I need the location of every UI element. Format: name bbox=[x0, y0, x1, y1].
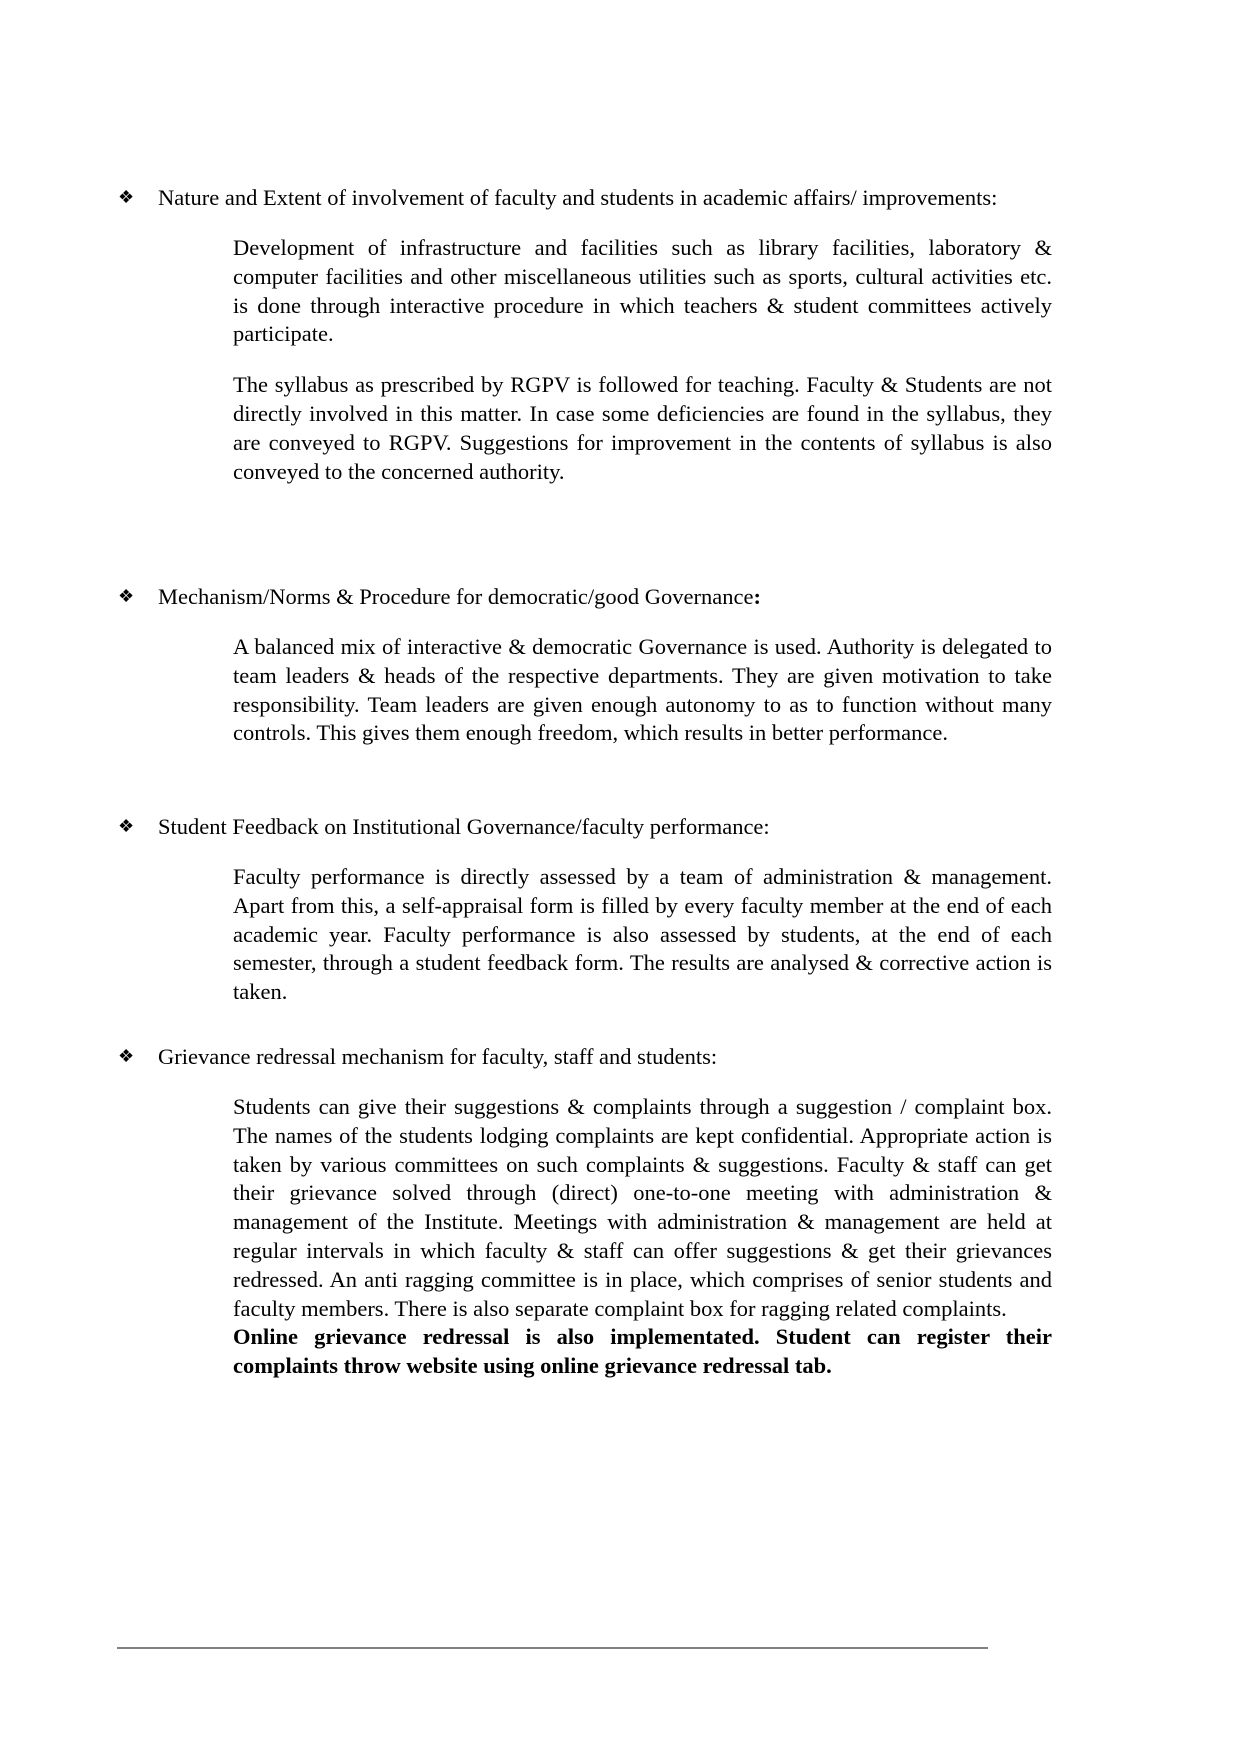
heading-text: Grievance redressal mechanism for faculty, staff and students: bbox=[158, 1044, 718, 1069]
section-student-feedback bbox=[118, 812, 1052, 1007]
diamond-bullet-icon: ❖ bbox=[118, 1046, 135, 1066]
heading-text: Nature and Extent of involvement of faculty and students in academic affairs/ improvements: bbox=[158, 185, 998, 210]
heading-text: Student Feedback on Institutional Governance/faculty performance: bbox=[158, 814, 770, 839]
bold-paragraph: Online grievance redressal is also implementated. Student can register their complaints throw website using online grievance redressal tab. bbox=[233, 1324, 1052, 1379]
diamond-bullet-icon: ❖ bbox=[118, 187, 135, 207]
footer-divider bbox=[117, 1647, 988, 1649]
section-heading bbox=[118, 812, 1052, 841]
diamond-bullet-icon: ❖ bbox=[118, 816, 135, 836]
section-heading bbox=[118, 183, 1052, 212]
section-governance bbox=[118, 582, 1052, 748]
section-academic-involvement bbox=[118, 183, 1052, 486]
paragraph: Faculty performance is directly assessed by a team of administration & management. Apart from this, a self-appraisal form is filled by every faculty member at the end of each academic year. Faculty performance is also assessed by students, at the end of each semester, through a student feedback form. The results are analysed & corrective action is taken. bbox=[233, 864, 1052, 1005]
paragraph: Development of infrastructure and facilities such as library facilities, laboratory & computer facilities and other miscellaneous utilities such as sports, cultural activities etc. is done through interactive procedure in which teachers & student committees actively participate. bbox=[233, 235, 1052, 347]
paragraph: The syllabus as prescribed by RGPV is followed for teaching. Faculty & Students are not directly involved in this matter. In case some deficiencies are found in the syllabus, they are conveyed to RGPV. Suggestions for improvement in the contents of syllabus is also conveyed to the concerned authority. bbox=[233, 372, 1052, 484]
heading-colon: : bbox=[753, 584, 761, 609]
section-heading bbox=[118, 1042, 1052, 1071]
section-heading bbox=[118, 582, 1052, 611]
diamond-bullet-icon: ❖ bbox=[118, 586, 135, 606]
section-grievance-redressal bbox=[118, 1042, 1052, 1381]
paragraph: Students can give their suggestions & complaints through a suggestion / complaint box. The names of the students lodging complaints are kept confidential. Appropriate action is taken by various committees on such complaints & suggestions. Faculty & staff can get their grievance solved through (direct) one-to-one meeting with administration & management of the Institute. Meetings with administration & management are held at regular intervals in which faculty & staff can offer suggestions & get their grievances redressed. An anti ragging committee is in place, which comprises of senior students and faculty members. There is also separate complaint box for ragging related complaints. bbox=[233, 1094, 1052, 1321]
heading-text: Mechanism/Norms & Procedure for democratic/good Governance bbox=[158, 584, 754, 609]
paragraph: A balanced mix of interactive & democratic Governance is used. Authority is delegated to team leaders & heads of the respective departments. They are given motivation to take responsibility. Team leaders are given enough autonomy to as to function without many controls. This gives them enough freedom, which results in better performance. bbox=[233, 634, 1052, 746]
